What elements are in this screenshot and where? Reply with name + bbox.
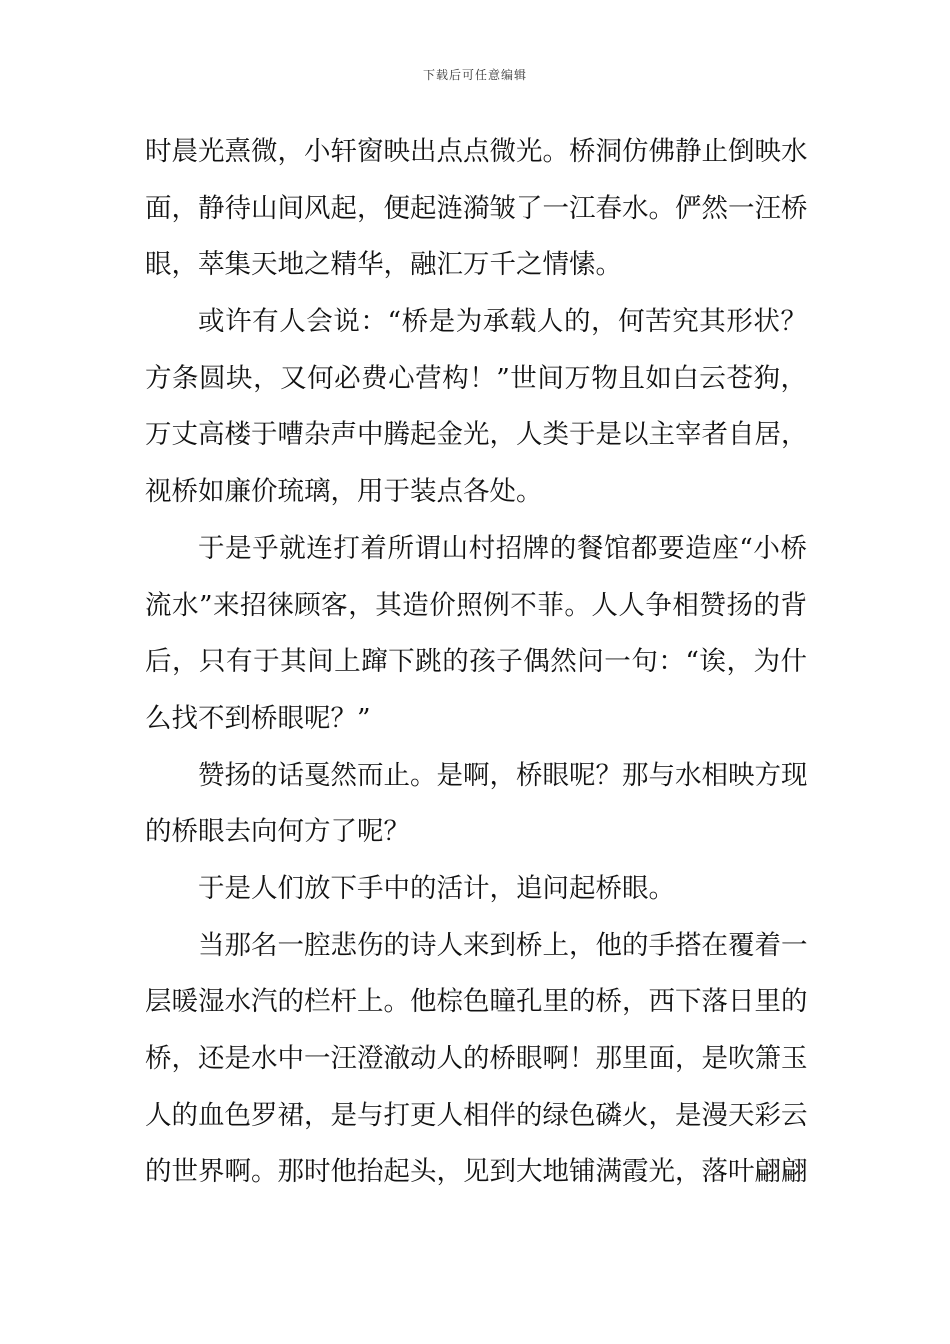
- text-line: 人的血色罗裙，是与打更人相伴的绿色磷火，是漫天彩云: [145, 1099, 807, 1131]
- text-line: 眼，萃集天地之精华，融汇万千之情愫。: [145, 249, 622, 281]
- text-line: 或许有人会说：“桥是为承载人的，何苦究其形状？: [198, 306, 807, 338]
- text-line: 于是人们放下手中的活计，追问起桥眼。: [198, 872, 675, 904]
- text-line: 时晨光熹微，小轩窗映出点点微光。桥洞仿佛静止倒映水: [145, 136, 807, 167]
- text-line: 层暖湿水汽的栏杆上。他棕色瞳孔里的桥，西下落日里的: [145, 986, 807, 1018]
- text-line: 方条圆块，又何必费心营构！”世间万物且如白云苍狗，: [145, 362, 807, 394]
- text-line: 万丈高楼于嘈杂声中腾起金光，人类于是以主宰者自居，: [145, 419, 807, 451]
- text-line: 桥，还是水中一汪澄澈动人的桥眼啊！那里面，是吹箫玉: [145, 1043, 807, 1074]
- text-line: 视桥如廉价琉璃，用于装点各处。: [145, 476, 543, 508]
- body-text: [145, 124, 807, 1201]
- text-line: 赞扬的话戛然而止。是啊，桥眼呢？那与水相映方现: [198, 759, 807, 791]
- page-header: 下载后可任意编辑: [422, 68, 527, 82]
- text-line: 的桥眼去向何方了呢？: [145, 816, 410, 848]
- text-line: 于是乎就连打着所谓山村招牌的餐馆都要造座“小桥: [198, 532, 807, 564]
- text-line: 当那名一腔悲伤的诗人来到桥上，他的手搭在覆着一: [198, 929, 807, 961]
- text-line: 后，只有于其间上蹿下跳的孩子偶然问一句：“诶，为什: [145, 646, 807, 678]
- text-line: 流水”来招徕顾客，其造价照例不菲。人人争相赞扬的背: [145, 589, 807, 621]
- text-line: 的世界啊。那时他抬起头，见到大地铺满霞光，落叶翩翩: [145, 1156, 807, 1188]
- text-line: 面，静待山间风起，便起涟漪皱了一江春水。俨然一汪桥: [145, 192, 807, 224]
- text-line: 么找不到桥眼呢？”: [145, 702, 371, 734]
